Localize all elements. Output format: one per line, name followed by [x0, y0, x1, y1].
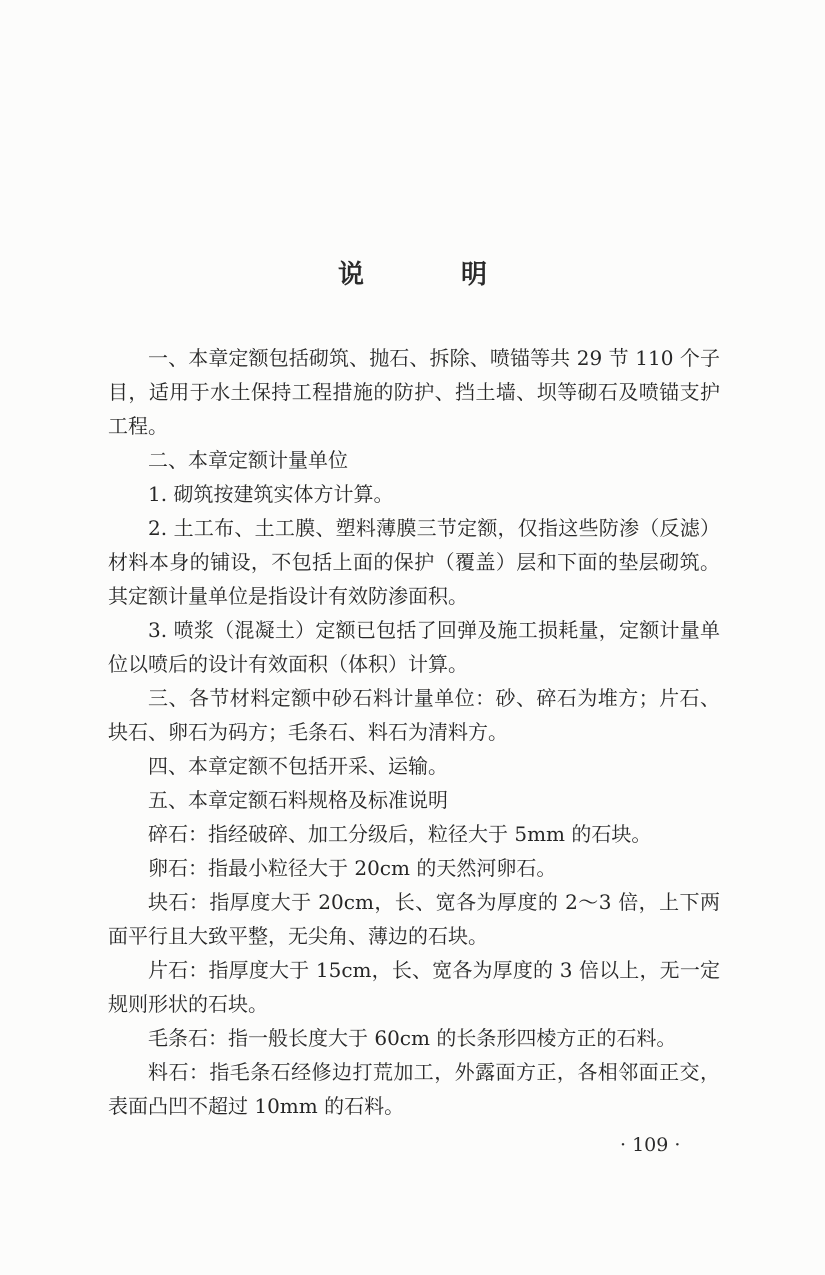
paragraph-units-3: 3. 喷浆（混凝土）定额已包括了回弹及施工损耗量，定额计量单位以喷后的设计有效面积（体积）计算。 — [108, 618, 720, 676]
paragraph-units-2: 2. 土工布、土工膜、塑料薄膜三节定额，仅指这些防渗（反滤）材料本身的铺设，不包括上面的保护（覆盖）层和下面的垫层砌筑。其定额计量单位是指设计有效防渗面积。 — [108, 516, 720, 608]
paragraph-block-stone: 块石：指厚度大于 20cm，长、宽各为厚度的 2～3 倍，上下两面平行且大致平整，无尖角、薄边的石块。 — [108, 890, 720, 948]
paragraph-rough-strip-stone: 毛条石：指一般长度大于 60cm 的长条形四棱方正的石料。 — [148, 1026, 677, 1050]
paragraph-units-1: 1. 砌筑按建筑实体方计算。 — [148, 482, 394, 506]
paragraph-units-heading: 二、本章定额计量单位 — [148, 448, 348, 472]
paragraph-cobble: 卵石：指最小粒径大于 20cm 的天然河卵石。 — [148, 856, 557, 880]
page-number: · 109 · — [620, 1134, 681, 1156]
paragraph-dressed-stone: 料石：指毛条石经修边打荒加工，外露面方正，各相邻面正交，表面凸凹不超过 10mm 的石料。 — [108, 1060, 720, 1118]
paragraph-material-units: 三、各节材料定额中砂石料计量单位：砂、碎石为堆方；片石、块石、卵石为码方；毛条石、料石为清料方。 — [108, 686, 720, 744]
paragraph-scope: 一、本章定额包括砌筑、抛石、拆除、喷锚等共 29 节 110 个子目，适用于水土保持工程措施的防护、挡土墙、坝等砌石及喷锚支护工程。 — [108, 346, 720, 438]
body-text — [108, 341, 720, 1123]
section-title: 说 明 — [337, 260, 532, 290]
paragraph-stone-spec-heading: 五、本章定额石料规格及标准说明 — [148, 788, 448, 812]
paragraph-flagstone: 片石：指厚度大于 15cm，长、宽各为厚度的 3 倍以上，无一定规则形状的石块。 — [108, 958, 720, 1016]
paragraph-exclusions: 四、本章定额不包括开采、运输。 — [148, 754, 448, 778]
paragraph-crushed-stone: 碎石：指经破碎、加工分级后，粒径大于 5mm 的石块。 — [148, 822, 652, 846]
